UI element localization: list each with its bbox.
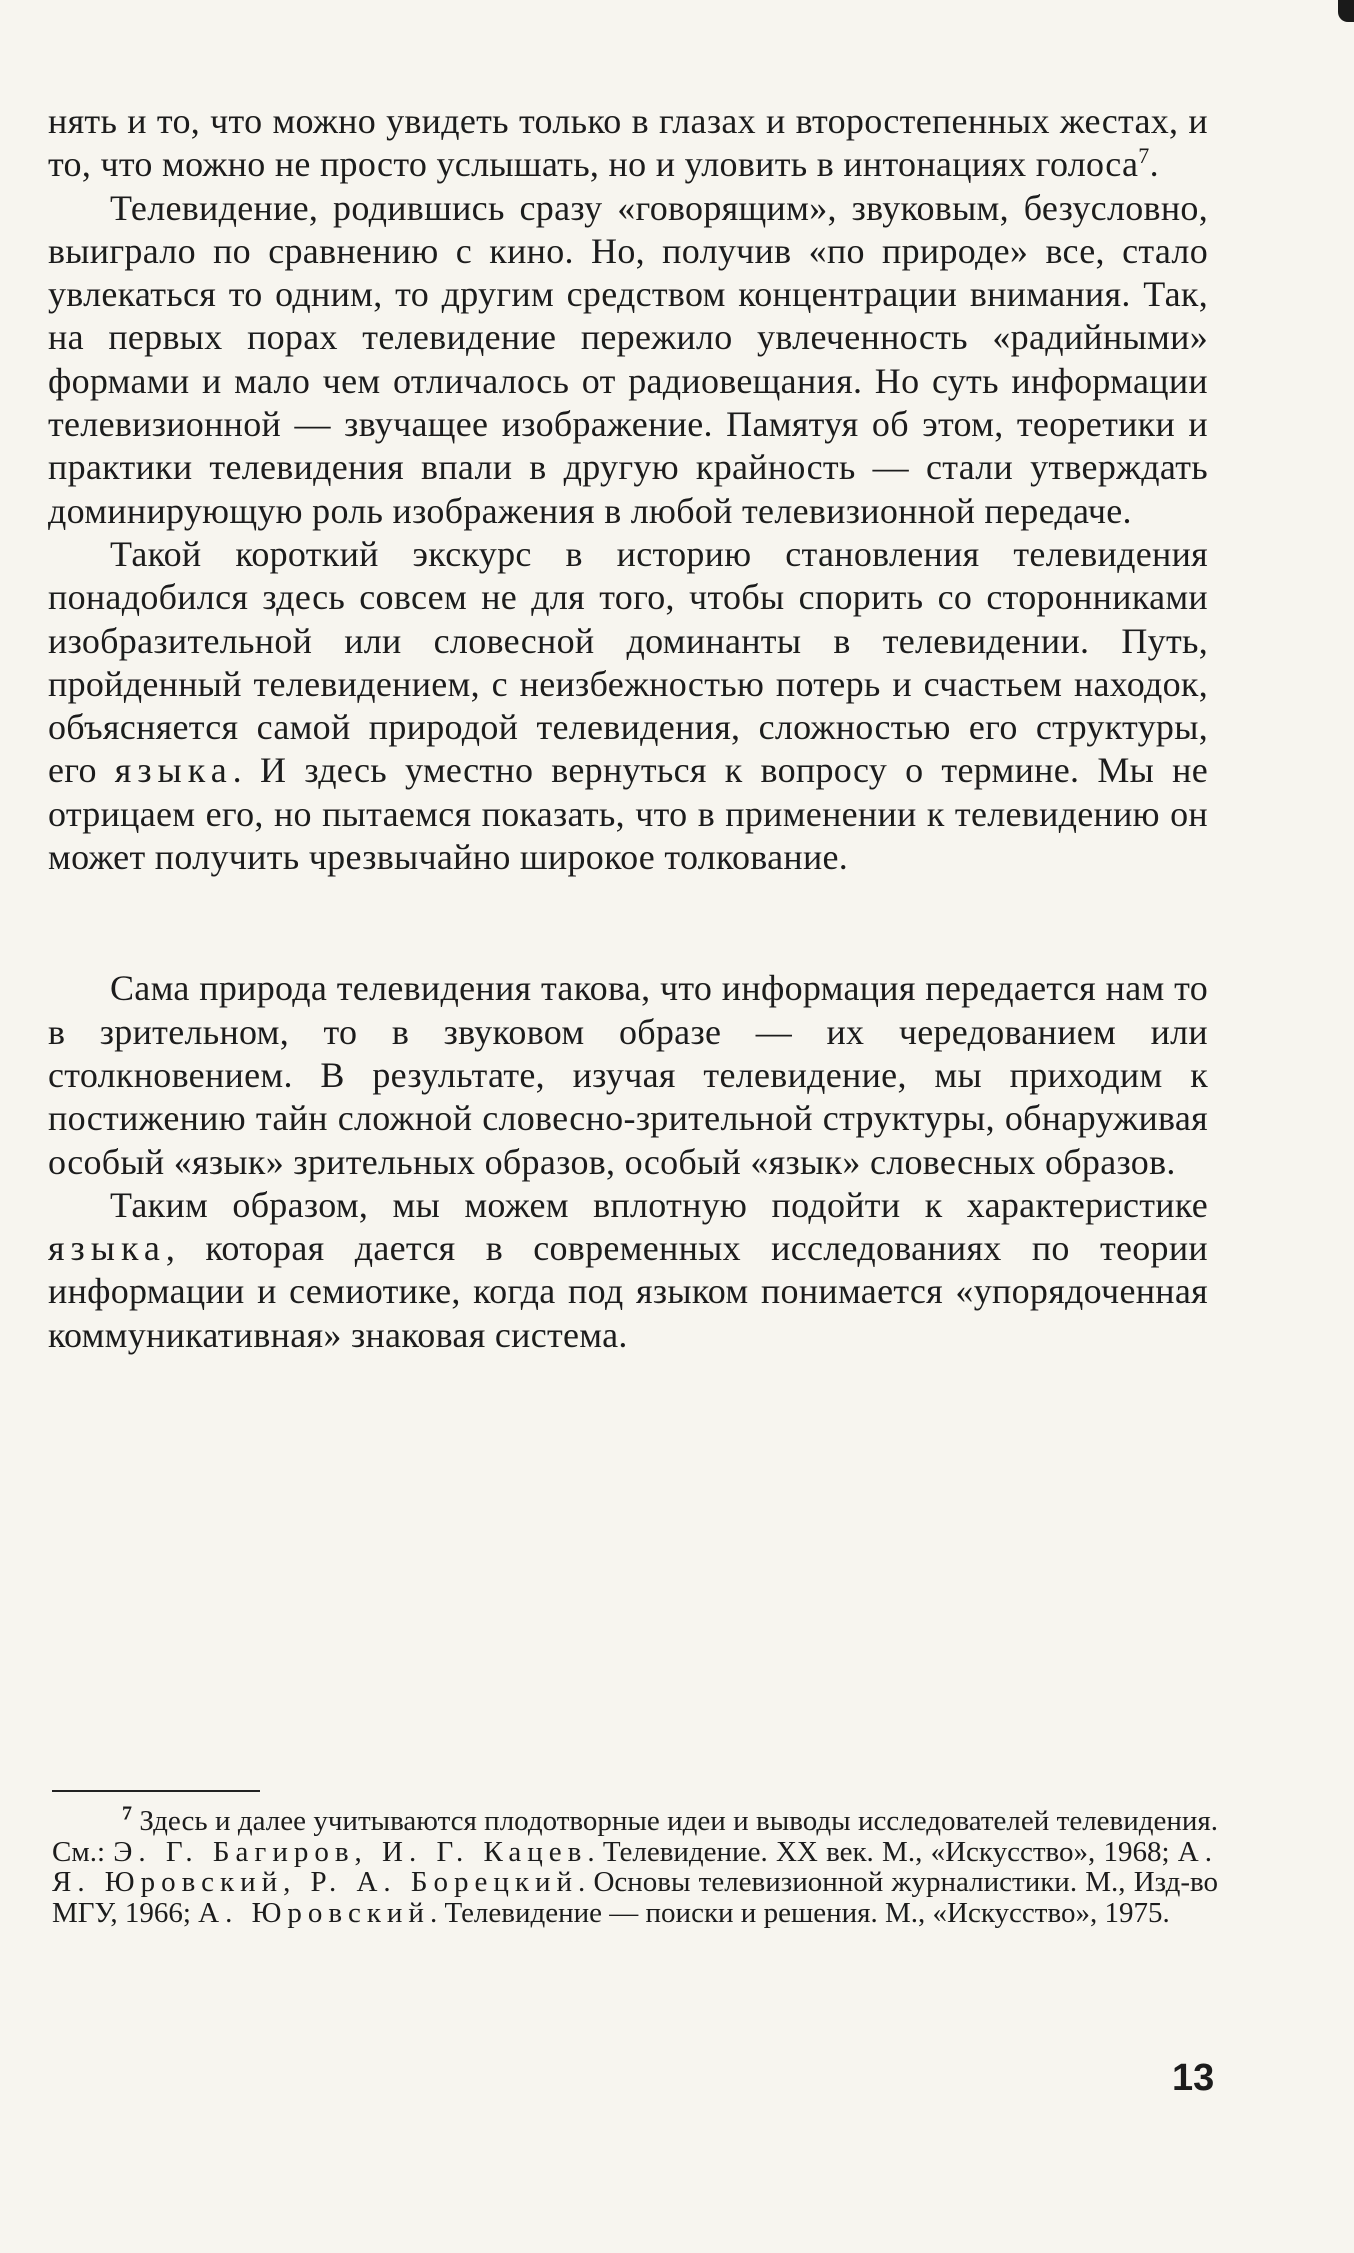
paragraph-3 (48, 533, 1208, 879)
page-edge-mark (1338, 0, 1354, 22)
footnote-authors-3: А. Юровский (198, 1896, 430, 1929)
paragraph-5-after: , которая дается в современных исследованиях по теории информации и семиотике, когда под языком понимается «упорядоченная коммуникативная» знаковая система. (48, 1228, 1208, 1355)
paragraph-1-tail: . (1149, 144, 1159, 185)
footnote-7 (52, 1802, 1219, 1929)
footnote-text-3: . Основы телевизионной журналистики. М., Изд-во МГУ, 1966; (52, 1866, 1219, 1929)
footnote-reference[interactable]: 7 (1138, 143, 1150, 169)
footnote-authors-1: Э. Г. Багиров, И. Г. Кацев (113, 1835, 588, 1868)
footnote-divider (52, 1790, 260, 1792)
paragraph-1-text: нять и то, что можно увидеть только в глазах и второстепенных жестах, и то, что можно не просто услышать, но и уловить в интонациях голоса (48, 101, 1208, 185)
paragraph-3-after: . И здесь уместно вернуться к вопросу о термине. Мы не отрицаем его, но пытаемся показать, что в применении к телевидению он может получить чрезвычайно широкое толкование. (48, 750, 1208, 878)
footnote-authors-2: А. Я. Юровский, Р. А. Борецкий (52, 1835, 1218, 1898)
paragraph-4: Сама природа телевидения такова, что информация передается нам то в зрительном, то в звуковом образе — их чередованием или столкновением. В результате, изучая телевидение, мы приходим к постижению тайн сложной словесно-зрительной структуры, обнаруживая особый «язык» зрительных образов, особый «язык» словесных образов. (48, 968, 1208, 1182)
footnote-number: 7 (122, 1802, 132, 1825)
main-text (48, 100, 1208, 1357)
footnotes (52, 1802, 1219, 1929)
footnote-text-4: . Телевидение — поиски и решения. М., «Искусство», 1975. (429, 1896, 1170, 1929)
paragraph-5-before: Таким образом, мы можем вплотную подойти к характеристике (110, 1184, 1208, 1225)
section-gap (48, 879, 1208, 967)
page-number: 13 (1172, 2057, 1215, 2099)
footnote-text-1: Здесь и далее учитываются плодотворные идеи и выводы исследователей телевидения. См.: (52, 1805, 1219, 1868)
paragraph-3-before: Такой короткий экскурс в историю становления телевидения понадобился здесь совсем не для того, чтобы спорить со сторонниками изобразительной или словесной доминанты в телевидении. Путь, пройденный телевидением, с неизбежностью потерь и счастьем находок, объясняется самой природой телевидения, сложностью его структуры, его (48, 533, 1208, 791)
paragraph-2: Телевидение, родившись сразу «говорящим», звуковым, безусловно, выиграло по сравнению с кино. Но, получив «по природе» все, стало увлекаться то одним, то другим средством концентрации внимания. Так, на первых порах телевидение пережило увлеченность «радийными» формами и мало чем отличалось от радиовещания. Но суть информации телевизионной — звучащее изображение. Памятуя об этом, теоретики и практики телевидения впали в другую крайность — стали утверждать доминирующую роль изображения в любой телевизионной передаче. (48, 187, 1208, 531)
paragraph-5 (48, 1184, 1208, 1357)
footnote-text-2: . Телевидение. XX век. М., «Искусство», 1968; (587, 1835, 1170, 1868)
paragraph-3-emphasis: языка (114, 750, 233, 791)
paragraph-1 (48, 100, 1208, 187)
paragraph-5-emphasis: языка (48, 1228, 166, 1269)
